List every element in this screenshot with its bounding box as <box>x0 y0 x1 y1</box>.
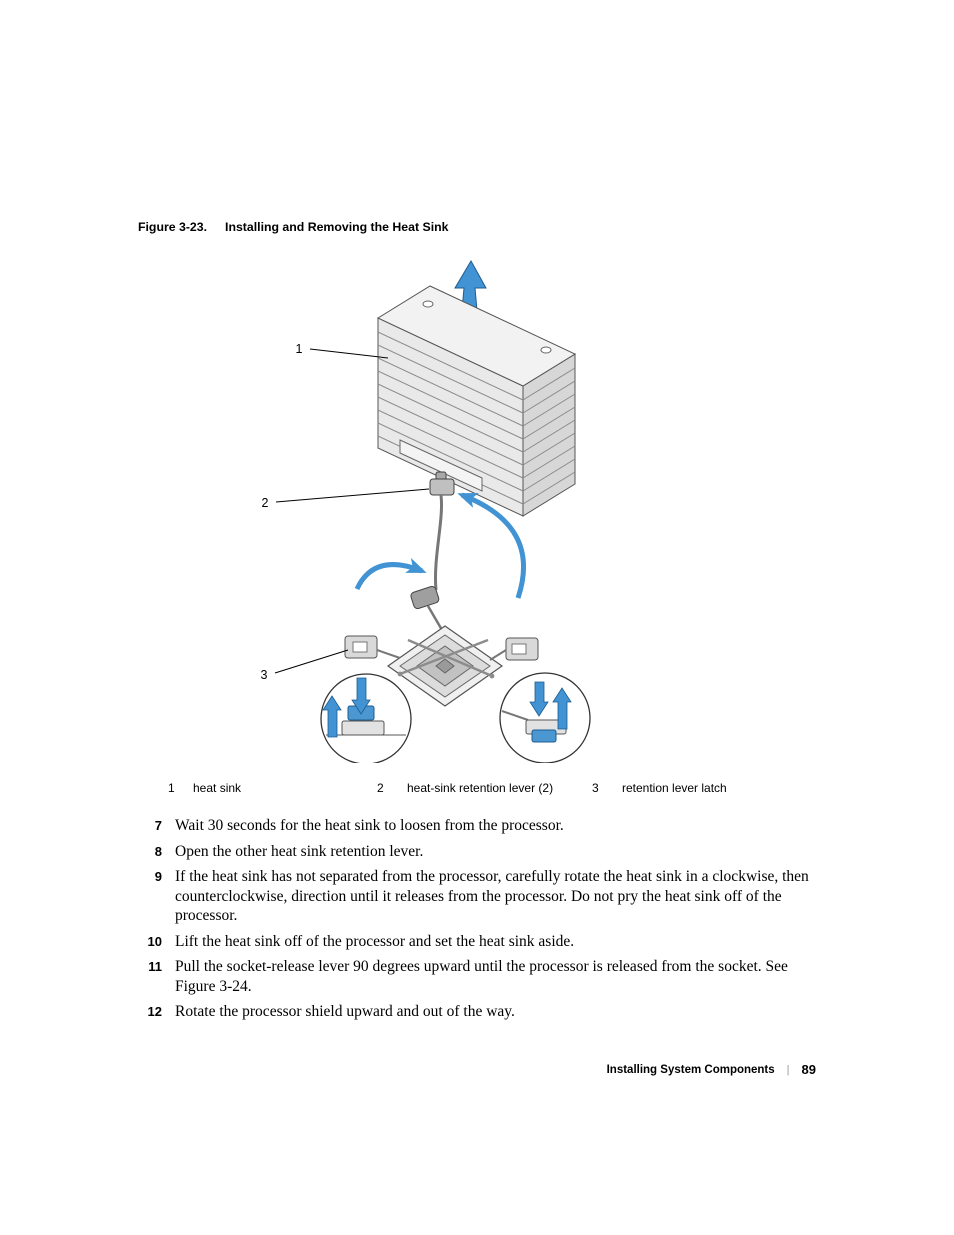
step-10 <box>138 932 820 952</box>
step-11 <box>138 957 820 996</box>
legend-label-3: retention lever latch <box>622 781 727 795</box>
step-text: Pull the socket-release lever 90 degrees upward until the processor is released from the socket. See Figure 3-24. <box>175 958 788 995</box>
processor-socket <box>388 626 502 706</box>
step-number: 10 <box>147 933 162 949</box>
heatsink-diagram-svg <box>250 258 610 763</box>
step-7 <box>138 816 820 836</box>
step-text: Open the other heat sink retention lever. <box>175 842 424 860</box>
latch-inset-left <box>321 674 411 763</box>
legend-label-1: heat sink <box>193 781 242 795</box>
legend-num-3: 3 <box>592 781 599 795</box>
callout-3: 3 <box>260 668 268 682</box>
page-footer <box>607 1062 816 1077</box>
footer-separator: | <box>786 1063 790 1076</box>
figure-label: Figure 3-23. <box>138 220 208 234</box>
step-12 <box>138 1002 820 1022</box>
legend-label-2: heat-sink retention lever (2) <box>407 781 554 795</box>
step-number: 7 <box>154 818 162 833</box>
step-number: 9 <box>154 869 162 884</box>
footer-page-number: 89 <box>801 1062 816 1077</box>
footer-section-title: Installing System Components <box>606 1063 775 1076</box>
procedure-steps <box>138 816 820 1028</box>
legend-num-1: 1 <box>168 781 175 795</box>
screw-hole <box>423 301 433 307</box>
step-text: Lift the heat sink off of the processor and set the heat sink aside. <box>175 932 575 950</box>
step-text: Wait 30 seconds for the heat sink to loosen from the processor. <box>175 817 564 834</box>
heatsink-diagram <box>250 258 610 763</box>
figure-title: Installing and Removing the Heat Sink <box>225 220 449 234</box>
callout-1: 1 <box>295 342 303 356</box>
figure-caption <box>138 220 448 234</box>
latch-inset-right <box>500 673 590 763</box>
screw-hole <box>541 347 551 353</box>
legend-num-2: 2 <box>377 781 384 795</box>
callout-2: 2 <box>261 496 269 510</box>
heat-sink <box>378 286 575 516</box>
step-text: Rotate the processor shield upward and out of the way. <box>175 1003 515 1020</box>
figure-legend <box>0 781 954 799</box>
lever-rotate-arrow-icon <box>357 565 422 589</box>
step-8 <box>138 842 820 862</box>
step-number: 12 <box>147 1004 162 1019</box>
heatsink-retention-lever <box>410 472 454 630</box>
step-9 <box>138 867 820 926</box>
step-number: 11 <box>148 959 162 974</box>
step-text: If the heat sink has not separated from the processor, carefully rotate the heat sink in a clockwise, then counterclockwise, direction until it releases from the processor. Do not pry the heat sink off of the processor. <box>175 868 809 924</box>
step-number: 8 <box>154 843 162 859</box>
retention-lever-latch-left <box>345 636 400 658</box>
retention-lever-latch-right <box>490 638 538 660</box>
latch-highlight <box>532 730 556 742</box>
